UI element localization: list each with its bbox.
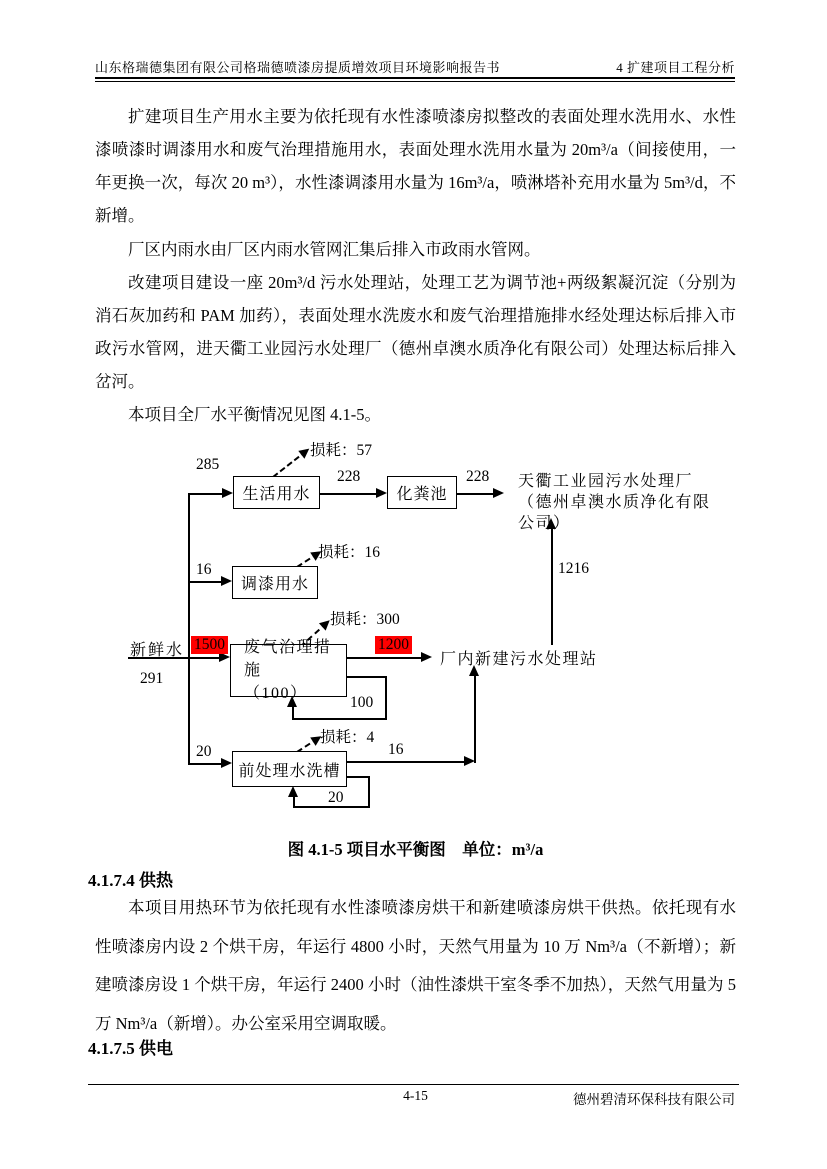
gas-recycle-right <box>385 676 387 720</box>
box-septic-tank <box>387 476 457 509</box>
label-flow-16b: 16 <box>388 741 404 758</box>
flow-line-domestic-septic <box>320 493 377 495</box>
flow-line-up-to-station <box>474 676 476 763</box>
paragraph-rainwater: 厂区内雨水由厂区内雨水管网汇集后排入市政雨水管网。 <box>128 240 541 259</box>
label-loss-300: 损耗：300 <box>330 611 400 628</box>
arrowhead-gas-out <box>421 652 432 662</box>
paragraph-water-supply: 扩建项目生产用水主要为依托现有水性漆喷漆房拟整改的表面处理水洗用水、水性漆喷漆时调漆用水和废气治理措施用水，表面处理水洗用水量为 20m³/a（间接使用，一年更换一次，每次 20 m³），水性漆调漆用水量为 16m³/a，喷淋塔补充用水量为 5m³/d，不新增。 <box>95 107 736 225</box>
gas-recycle-left <box>292 707 294 720</box>
flow-line-trunk <box>188 493 190 765</box>
footer-page-number: 4-15 <box>403 1088 428 1103</box>
pretreat-recycle-right <box>368 776 370 808</box>
label-flow-228b: 228 <box>466 468 490 485</box>
header-rule-thick <box>95 77 735 79</box>
box-paint-mixing-water <box>232 566 318 599</box>
paragraph-figure-ref: 本项目全厂水平衡情况见图 4.1-5。 <box>128 405 381 424</box>
arrowhead-to-domestic <box>222 488 233 498</box>
arrowhead-to-pretreat <box>221 758 232 768</box>
arrowhead-pretreat-recycle <box>288 786 298 797</box>
gas-recycle-bottom <box>292 718 387 720</box>
heading-4174: 4.1.7.4 供热 <box>88 871 173 890</box>
label-flow-20a: 20 <box>196 743 212 760</box>
sink-onsite-station: 厂内新建污水处理站 <box>440 651 598 668</box>
flow-line-to-domestic <box>188 493 224 495</box>
label-recycle-20: 20 <box>328 789 344 806</box>
box-waste-gas-treatment <box>230 639 347 702</box>
label-fresh-water: 新鲜水 <box>130 642 185 659</box>
loss-arrow-domestic <box>272 450 306 477</box>
label-recycle-100: 100 <box>350 694 374 711</box>
box-gas-label-line1: 废气治理措施 <box>244 639 332 679</box>
sink-tianqu-plant: 天衢工业园污水处理厂（德州卓澳水质净化有限公司） <box>518 473 711 532</box>
label-flow-285: 285 <box>196 456 220 473</box>
figure-caption: 图 4.1-5 项目水平衡图 单位：m³/a <box>287 840 544 859</box>
flow-line-gas-out <box>347 657 423 659</box>
header-chapter: 4 扩建项目工程分析 <box>616 60 735 75</box>
box-gas-label-line2: （100） <box>244 685 308 702</box>
label-loss-4: 损耗：4 <box>320 729 375 746</box>
label-loss-57: 损耗：57 <box>310 442 373 459</box>
label-flow-228a: 228 <box>337 468 361 485</box>
paragraph-heating: 本项目用热环节为依托现有水性漆喷漆房烘干和新建喷漆房烘干供热。依托现有水性喷漆房内设 2 个烘干房，年运行 4800 小时，天然气用量为 10 万 Nm³/a（不新增）；新建喷漆房设 1 个烘干房，年运行 2400 小时（油性漆烘干室冬季不加热），天然气用量为 5 万 Nm³/a（新增）。办公室采用空调取暖。 <box>95 898 736 1033</box>
label-loss-16: 损耗：16 <box>318 544 381 561</box>
footer-rule <box>88 1084 739 1085</box>
paragraph-wastewater-station: 改建项目建设一座 20m³/d 污水处理站，处理工艺为调节池+两级絮凝沉淀（分别为消石灰加药和 PAM 加药），表面处理水洗废水和废气治理措施排水经处理达标后排入市政污水管网，进天衢工业园污水处理厂（德州卓澳水质净化有限公司）处理达标后排入岔河。 <box>95 273 736 391</box>
flow-line-station-to-tianqu <box>551 529 553 645</box>
gas-recycle-top <box>347 676 387 678</box>
flow-line-to-mixing <box>188 581 222 583</box>
label-flow-1500-highlight: 1500 <box>191 636 228 654</box>
pretreat-recycle-top <box>347 776 370 778</box>
footer-company: 德州碧清环保科技有限公司 <box>573 1092 735 1107</box>
header-rule-thin <box>95 81 735 82</box>
box-pretreat-label: 前处理水洗槽 <box>238 762 341 780</box>
arrowhead-to-mixing <box>221 576 232 586</box>
arrowhead-domestic-septic <box>376 488 387 498</box>
label-flow-16a: 16 <box>196 561 212 578</box>
header-title: 山东格瑞德集团有限公司格瑞德喷漆房提质增效项目环境影响报告书 <box>95 60 501 75</box>
box-domestic-label: 生活用水 <box>242 486 311 503</box>
pretreat-recycle-left <box>293 797 295 808</box>
label-flow-1200-highlight: 1200 <box>375 636 412 654</box>
box-mixing-label: 调漆用水 <box>240 576 309 593</box>
heading-4175: 4.1.7.5 供电 <box>88 1039 173 1058</box>
box-pretreatment-rinse-tank <box>232 751 347 787</box>
flow-line-septic-out <box>457 493 494 495</box>
box-domestic-water <box>233 476 320 509</box>
flow-line-to-pretreat <box>188 763 222 765</box>
flow-line-pretreat-out <box>347 761 466 763</box>
label-flow-1216: 1216 <box>558 560 589 577</box>
arrowhead-septic-out <box>493 488 504 498</box>
label-total-291: 291 <box>140 670 164 687</box>
water-balance-diagram <box>90 430 770 832</box>
box-septic-label: 化粪池 <box>396 486 448 503</box>
